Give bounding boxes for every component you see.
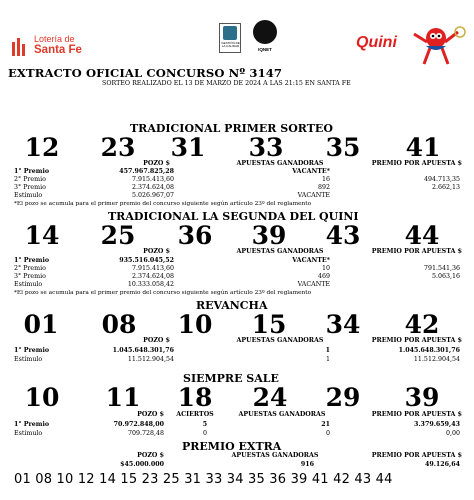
- col-header-pozo: POZO $: [137, 452, 164, 459]
- row-premio: 3.379.659,43: [413, 421, 460, 428]
- drawn-number: 18: [177, 383, 213, 412]
- row-apuestas: 892: [317, 184, 330, 191]
- row-pozo: 935.516.045,52: [119, 257, 174, 264]
- row-label: Estímulo: [14, 192, 43, 199]
- drawn-number: 43: [325, 221, 361, 250]
- quini-mascot-icon: [400, 24, 468, 70]
- col-header-pozo: POZO $: [137, 411, 164, 418]
- premio-extra-title: PREMIO EXTRA: [182, 440, 282, 453]
- col-header-premio: PREMIO POR APUESTA $: [371, 337, 462, 344]
- col-header-premio: PREMIO POR APUESTA $: [371, 411, 462, 418]
- drawn-number: 42: [404, 310, 440, 339]
- siempre-sale-title: SIEMPRE SALE: [183, 372, 279, 385]
- row-apuestas: 0: [325, 430, 330, 437]
- loteria-mark-icon: [12, 36, 30, 56]
- row-premio: 1.045.648.301,76: [398, 347, 460, 354]
- row-premio: 5.063,16: [431, 273, 460, 280]
- quality-cert-seal: GESTIÓN DE LA CALIDAD: [219, 23, 241, 53]
- loteria-santa-fe-logo: [12, 34, 92, 58]
- col-header-premio: PREMIO POR APUESTA $: [371, 452, 462, 459]
- row-label: 2° Premio: [14, 176, 46, 183]
- col-header-premio: PREMIO POR APUESTA $: [371, 160, 462, 167]
- row-pozo: 7.915.413,60: [131, 176, 174, 183]
- premio-extra-numbers: 01 08 10 12 14 15 23 25 31 33 34 35 36 39 41 42 43 44: [14, 472, 393, 487]
- row-aciertos: 0: [202, 430, 207, 437]
- row-label: 1° Premio: [14, 421, 50, 428]
- row-label: 3° Premio: [14, 273, 46, 280]
- extra-pozo: $45.000.000: [120, 461, 164, 468]
- col-header-apuestas: APUESTAS GANADORAS: [231, 452, 319, 459]
- drawn-number: 12: [24, 133, 60, 162]
- revancha-numbers: [0, 310, 474, 340]
- row-label: Estímulo: [14, 430, 43, 437]
- row-premio: 11.512.904,54: [413, 356, 460, 363]
- drawn-number: 31: [170, 133, 206, 162]
- siempre-sale-numbers: [0, 383, 474, 413]
- iqnet-seal: [253, 20, 277, 52]
- quini-logo: [356, 26, 468, 70]
- col-header-apuestas: APUESTAS GANADORAS: [236, 337, 324, 344]
- col-header-apuestas: APUESTAS GANADORAS: [236, 248, 324, 255]
- col-header-apuestas: APUESTAS GANADORAS: [238, 411, 326, 418]
- row-premio: 494.713,35: [423, 176, 460, 183]
- row-apuestas: VACANTE: [297, 192, 330, 199]
- row-label: 1° Premio: [14, 168, 50, 175]
- col-header-premio: PREMIO POR APUESTA $: [371, 248, 462, 255]
- drawn-number: 25: [100, 221, 136, 250]
- row-apuestas: 16: [321, 176, 330, 183]
- row-apuestas: VACANTE*: [292, 257, 330, 264]
- loteria-line2: Santa Fe: [34, 44, 82, 57]
- segunda-title: TRADICIONAL LA SEGUNDA DEL QUINI: [108, 210, 359, 223]
- loteria-line1: Lotería de: [34, 34, 75, 44]
- row-label: Estímulo: [14, 356, 43, 363]
- row-label: 1° Premio: [14, 347, 50, 354]
- row-pozo: 11.512.904,54: [127, 356, 174, 363]
- row-aciertos: 5: [202, 421, 208, 428]
- quini-wordmark: Quini: [356, 34, 397, 51]
- reglamento-note: *El pozo se acumula para el primer premio del concurso siguiente según artículo 23º del reglamento: [14, 201, 312, 207]
- row-pozo: 70.972.848,00: [113, 421, 164, 428]
- drawn-number: 01: [23, 310, 59, 339]
- draw-date-subtitle: SORTEO REALIZADO EL 13 DE MARZO DE 2024 A LAS 21:15 EN SANTA FE: [102, 80, 351, 87]
- row-apuestas: VACANTE*: [292, 168, 330, 175]
- drawn-number: 10: [177, 310, 213, 339]
- seal-icon: [223, 26, 237, 40]
- row-label: 1° Premio: [14, 257, 50, 264]
- drawn-number: 15: [251, 310, 287, 339]
- row-apuestas: VACANTE: [297, 281, 330, 288]
- col-header-pozo: POZO $: [143, 248, 170, 255]
- reglamento-note: *El pozo se acumula para el primer premio del concurso siguiente según artículo 23º del reglamento: [14, 290, 312, 296]
- drawn-number: 11: [105, 383, 141, 412]
- iqnet-label: IQNET: [258, 47, 272, 52]
- row-pozo: 2.374.624,08: [131, 184, 174, 191]
- row-apuestas: 21: [321, 421, 330, 428]
- row-apuestas: 10: [321, 265, 330, 272]
- drawn-number: 29: [325, 383, 361, 412]
- col-header-pozo: POZO $: [143, 160, 170, 167]
- drawn-number: 41: [405, 133, 441, 162]
- row-pozo: 5.026.967,07: [131, 192, 174, 199]
- drawn-number: 14: [24, 221, 60, 250]
- drawn-number: 24: [252, 383, 288, 412]
- row-pozo: 1.045.648.301,76: [112, 347, 174, 354]
- drawn-number: 44: [404, 221, 440, 250]
- row-label: 2° Premio: [14, 265, 46, 272]
- drawn-number: 39: [251, 221, 287, 250]
- drawn-number: 08: [101, 310, 137, 339]
- row-pozo: 709.728,48: [127, 430, 164, 437]
- col-header-pozo: POZO $: [143, 337, 170, 344]
- row-label: Estímulo: [14, 281, 43, 288]
- row-pozo: 457.967.825,28: [119, 168, 174, 175]
- page-title: EXTRACTO OFICIAL CONCURSO Nº 3147: [8, 66, 283, 80]
- row-apuestas: 1: [325, 356, 330, 363]
- tradicional-title: TRADICIONAL PRIMER SORTEO: [130, 122, 333, 135]
- col-header-apuestas: APUESTAS GANADORAS: [236, 160, 324, 167]
- row-premio: 2.662,13: [431, 184, 460, 191]
- tradicional-numbers: [0, 133, 474, 163]
- col-header-aciertos: ACIERTOS: [176, 411, 214, 418]
- row-premio: 791.541,36: [423, 265, 460, 272]
- drawn-number: 35: [325, 133, 361, 162]
- segunda-numbers: [0, 221, 474, 251]
- extra-apuestas: 916: [300, 461, 314, 468]
- drawn-number: 36: [177, 221, 213, 250]
- drawn-number: 23: [100, 133, 136, 162]
- row-pozo: 10.333.058,42: [127, 281, 174, 288]
- row-label: 3° Premio: [14, 184, 46, 191]
- drawn-number: 39: [404, 383, 440, 412]
- row-pozo: 7.915.413,60: [131, 265, 174, 272]
- row-apuestas: 469: [317, 273, 330, 280]
- drawn-number: 10: [24, 383, 60, 412]
- revancha-title: REVANCHA: [196, 299, 268, 312]
- row-apuestas: 1: [325, 347, 330, 354]
- row-pozo: 2.374.624,08: [131, 273, 174, 280]
- drawn-number: 33: [248, 133, 284, 162]
- drawn-number: 34: [325, 310, 361, 339]
- extra-premio: 49.126,64: [424, 461, 460, 468]
- row-premio: 0,00: [445, 430, 460, 437]
